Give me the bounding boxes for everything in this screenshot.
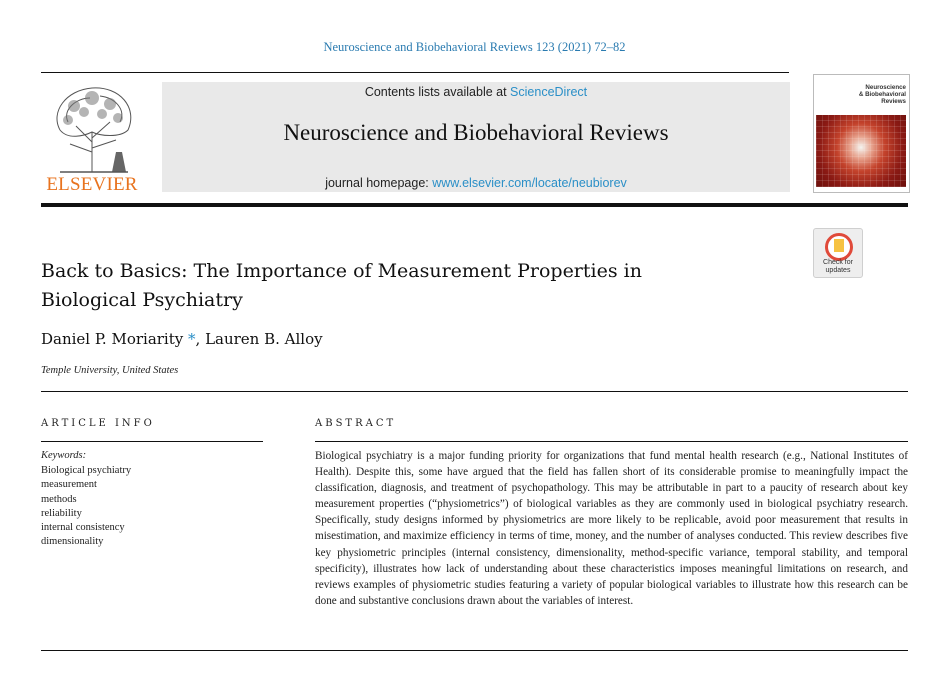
publisher-name: ELSEVIER: [46, 174, 138, 195]
check-for-updates-button[interactable]: [813, 228, 863, 278]
cover-title-line: & Biobehavioral: [858, 91, 906, 98]
author-name[interactable]: Daniel P. Moriarity: [41, 330, 184, 348]
article-title: [41, 257, 741, 315]
journal-masthead: [162, 82, 790, 192]
keyword-item: internal consistency: [41, 522, 125, 534]
author-list: [41, 330, 323, 348]
sciencedirect-link[interactable]: ScienceDirect: [510, 85, 588, 99]
abstract-heading: ABSTRACT: [315, 418, 397, 429]
check-for-updates-label: [814, 259, 862, 275]
author-separator: ,: [195, 330, 206, 348]
journal-title: Neuroscience and Biobehavioral Reviews: [283, 120, 669, 145]
badge-line: Check for: [823, 259, 853, 266]
affiliation: Temple University, United States: [41, 365, 179, 376]
keywords-label: Keywords:: [41, 450, 87, 461]
cover-title: [840, 84, 906, 105]
contents-prefix: Contents lists available at: [364, 85, 511, 99]
keyword-list: [41, 464, 131, 550]
keyword-item: reliability: [41, 507, 82, 519]
abstract-text: Biological psychiatry is a major funding priority for organizations that fund mental health research (e.g., National Institutes of Health). Despite this, some have argued that the field has fallen short of its considerable promise to meaningfully impact the classification, diagnosis, and treatment of psychopathology. This may be attributable in part to a paucity of research about key measurement properties (“physiometrics”) of biological variables as they are commonly used in biological psychiatry research. Specifically, study designs informed by physiometrics are more likely to be replicable, avoid poor measurement that results in misestimation, and maximize efficiency in terms of time, money, and the number of analyses conducted. This review describes five key physiometric principles (internal consistency, dimensionality, method-specific variance, temporal stability, and temporal specificity), illustrates how lack of understanding about these characteristics imposes meaningful limitations on research, and reviews examples of physiometric studies featuring a variety of popular biological variables to illustrate how this research can be done and substantive conclusions drawn about the variables of interest.: [315, 450, 908, 607]
article-title-line: Biological Psychiatry: [41, 289, 243, 311]
journal-cover[interactable]: [813, 74, 910, 193]
article-info-heading: ARTICLE INFO: [41, 418, 155, 429]
author-name[interactable]: Lauren B. Alloy: [205, 330, 323, 348]
journal-homepage-link[interactable]: www.elsevier.com/locate/neubiorev: [432, 176, 627, 190]
journal-citation: Neuroscience and Biobehavioral Reviews 123 (2021) 72–82: [323, 40, 626, 54]
contents-line: [162, 85, 790, 99]
homepage-line: [162, 176, 790, 190]
keyword-item: methods: [41, 493, 77, 505]
article-title-line: Back to Basics: The Importance of Measurement Properties in: [41, 260, 642, 282]
abstract-rule: [315, 441, 908, 442]
homepage-prefix: journal homepage:: [325, 176, 433, 190]
corresponding-author-mark[interactable]: *: [188, 330, 196, 348]
badge-line: updates: [825, 267, 851, 274]
keyword-item: measurement: [41, 479, 97, 491]
keyword-item: dimensionality: [41, 536, 104, 548]
article-info-rule: [41, 441, 263, 442]
check-for-updates-icon: [825, 233, 853, 261]
masthead-rule: [41, 203, 908, 207]
bottom-rule: [41, 650, 908, 651]
cover-title-line: Neuroscience: [865, 84, 906, 91]
cover-title-line: Reviews: [881, 98, 906, 105]
cover-image: [816, 115, 906, 187]
section-rule: [41, 391, 908, 392]
keyword-item: Biological psychiatry: [41, 465, 132, 476]
header-rule: [41, 72, 789, 73]
